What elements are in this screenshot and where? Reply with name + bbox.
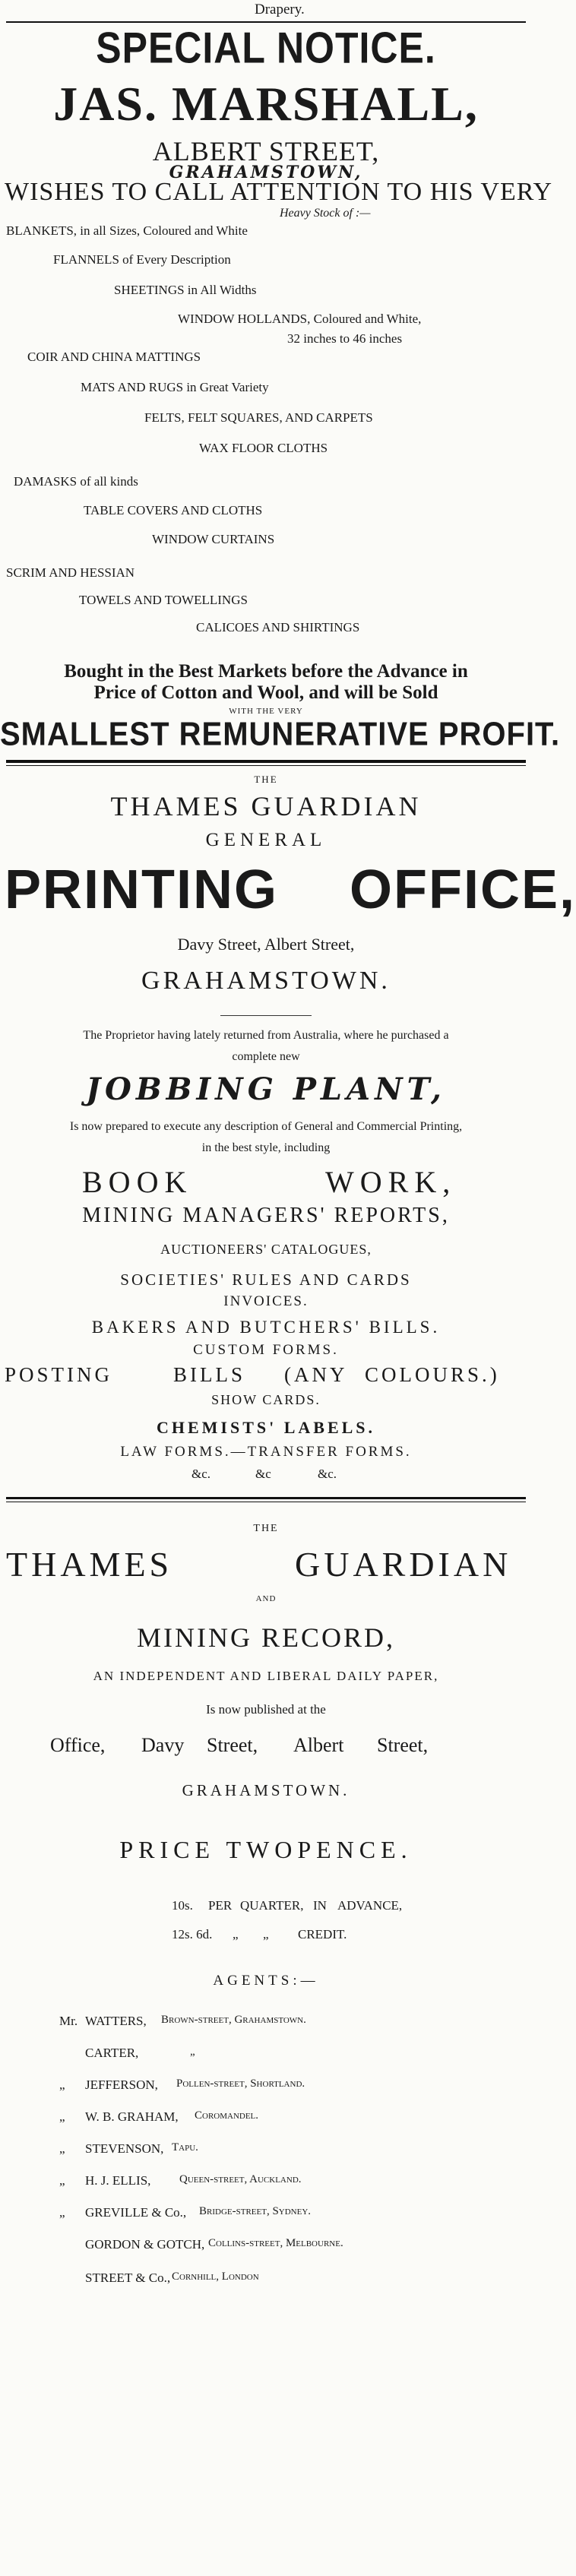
merchant-street: ALBERT STREET, bbox=[152, 136, 380, 166]
paper-name-guardian: GUARDIAN bbox=[295, 1545, 512, 1584]
agent-name-7: GORDON & GOTCH, bbox=[85, 2237, 205, 2252]
published-at: Is now published at the bbox=[206, 1702, 326, 1717]
mining-managers-reports: MINING MANAGERS' REPORTS, bbox=[82, 1204, 450, 1227]
office-word-2: Office, bbox=[50, 1734, 106, 1756]
section-header: Drapery. bbox=[255, 2, 305, 17]
agent-place-1: „ bbox=[190, 2046, 195, 2058]
agent-name-6: GREVILLE & Co., bbox=[85, 2205, 187, 2220]
work-word: WORK, bbox=[325, 1165, 457, 1199]
agent-name-0: WATTERS, bbox=[85, 2014, 147, 2028]
agent-place-8: Cornhill, London bbox=[172, 2271, 259, 2283]
agent-prefix-2: „ bbox=[59, 2078, 65, 2092]
agent-name-3: W. B. GRAHAM, bbox=[85, 2109, 179, 2124]
item-window-curtains: WINDOW CURTAINS bbox=[152, 532, 275, 546]
rate1-amount: 10s. bbox=[172, 1898, 193, 1913]
bought-line-1: Bought in the Best Markets before the Advance in bbox=[64, 661, 468, 682]
item-felts: FELTS, FELT SQUARES, AND CARPETS bbox=[144, 410, 373, 425]
etc-2: &c bbox=[255, 1467, 271, 1481]
posting-word: POSTING bbox=[5, 1363, 113, 1386]
smallest-profit: SMALLEST REMUNERATIVE PROFIT. bbox=[0, 715, 561, 753]
rate2-ditto-1: „ bbox=[233, 1927, 239, 1941]
auctioneers-catalogues: AUCTIONEERS' CATALOGUES, bbox=[160, 1242, 372, 1257]
paper-name-thames: THAMES bbox=[6, 1545, 173, 1584]
section-rule-2a bbox=[6, 1497, 526, 1499]
agent-place-0: Brown-street, Grahamstown. bbox=[161, 2014, 306, 2026]
agent-prefix-4: „ bbox=[59, 2141, 65, 2156]
agent-name-4: STEVENSON, bbox=[85, 2141, 164, 2156]
item-window-hollands: WINDOW HOLLANDS, Coloured and White, bbox=[178, 312, 422, 326]
agent-name-1: CARTER, bbox=[85, 2046, 139, 2060]
show-cards: SHOW CARDS. bbox=[211, 1392, 321, 1407]
ornament-rule bbox=[220, 1015, 312, 1016]
mining-record: MINING RECORD, bbox=[136, 1622, 395, 1653]
chemists-labels: CHEMISTS' LABELS. bbox=[156, 1418, 376, 1437]
printing-address: Davy Street, Albert Street, bbox=[177, 935, 355, 954]
agent-prefix-0: Mr. bbox=[59, 2014, 78, 2028]
section-rule-1b bbox=[6, 765, 526, 766]
independent-paper: AN INDEPENDENT AND LIBERAL DAILY PAPER, bbox=[93, 1669, 439, 1683]
rate2-ditto-2: „ bbox=[263, 1927, 269, 1941]
custom-forms: CUSTOM FORMS. bbox=[193, 1342, 339, 1358]
item-towels: TOWELS AND TOWELLINGS bbox=[79, 593, 248, 607]
merchant-name: JAS. MARSHALL, bbox=[53, 77, 479, 131]
agent-prefix-3: „ bbox=[59, 2109, 65, 2124]
agent-prefix-5: „ bbox=[59, 2173, 65, 2188]
proprietor-line-2: complete new bbox=[232, 1050, 300, 1063]
merchant-town: GRAHAMSTOWN, bbox=[169, 163, 363, 182]
any-word: (ANY bbox=[284, 1363, 348, 1386]
albert-word: Albert bbox=[293, 1734, 344, 1756]
etc-1: &c. bbox=[191, 1467, 211, 1481]
societies-rules: SOCIETIES' RULES AND CARDS bbox=[120, 1271, 412, 1289]
davy-word: Davy bbox=[141, 1734, 185, 1756]
item-table-covers: TABLE COVERS AND CLOTHS bbox=[84, 503, 263, 517]
law-transfer-forms: LAW FORMS.—TRANSFER FORMS. bbox=[120, 1444, 412, 1460]
rate1-quarter: QUARTER, bbox=[240, 1898, 304, 1913]
paper-town: GRAHAMSTOWN. bbox=[182, 1781, 350, 1799]
book-word: BOOK bbox=[82, 1165, 193, 1199]
agent-place-7: Collins-street, Melbourne. bbox=[208, 2237, 343, 2249]
item-blankets: BLANKETS, in all Sizes, Coloured and White bbox=[6, 223, 248, 238]
printing-general: GENERAL bbox=[205, 830, 327, 850]
proprietor-line-1: The Proprietor having lately returned from Australia, where he purchased a bbox=[83, 1029, 449, 1042]
prepared-line-2: in the best style, including bbox=[201, 1141, 331, 1154]
invoices: INVOICES. bbox=[223, 1293, 309, 1309]
agent-place-5: Queen-street, Auckland. bbox=[179, 2173, 302, 2185]
agent-name-5: H. J. ELLIS, bbox=[85, 2173, 151, 2188]
colours-word: COLOURS.) bbox=[365, 1363, 500, 1386]
item-coir-mattings: COIR AND CHINA MATTINGS bbox=[27, 350, 201, 364]
street-word-2: Street, bbox=[377, 1734, 429, 1756]
agent-place-3: Coromandel. bbox=[195, 2109, 259, 2122]
bakers-butchers-bills: BAKERS AND BUTCHERS' BILLS. bbox=[91, 1318, 441, 1337]
item-damasks: DAMASKS of all kinds bbox=[14, 474, 138, 489]
street-word-1: Street, bbox=[207, 1734, 258, 1756]
agent-place-6: Bridge-street, Sydney. bbox=[199, 2205, 312, 2217]
notice-title: SPECIAL NOTICE. bbox=[96, 23, 436, 73]
paper-and: AND bbox=[255, 1594, 277, 1603]
etc-3: &c. bbox=[318, 1467, 337, 1481]
jobbing-plant: JOBBING PLANT, bbox=[86, 1071, 446, 1107]
item-calicoes: CALICOES AND SHIRTINGS bbox=[196, 620, 360, 635]
bills-word: BILLS bbox=[173, 1363, 246, 1386]
wishes-line: WISHES TO CALL ATTENTION TO HIS VERY bbox=[5, 178, 553, 206]
printing-word: PRINTING bbox=[5, 859, 279, 920]
section-rule-1a bbox=[6, 760, 526, 763]
item-window-hollands-sizes: 32 inches to 46 inches bbox=[287, 331, 403, 346]
with-the-very: WITH THE VERY bbox=[229, 707, 303, 716]
rate2-amount: 12s. 6d. bbox=[172, 1927, 213, 1941]
item-scrim-hessian: SCRIM AND HESSIAN bbox=[6, 565, 135, 580]
agent-name-2: JEFFERSON, bbox=[85, 2078, 158, 2092]
item-sheetings: SHEETINGS in All Widths bbox=[114, 283, 257, 297]
agent-place-2: Pollen-street, Shortland. bbox=[176, 2078, 305, 2090]
paper-the: THE bbox=[253, 1523, 279, 1534]
price-twopence: PRICE TWOPENCE. bbox=[119, 1836, 413, 1863]
item-flannels: FLANNELS of Every Description bbox=[53, 252, 231, 267]
printing-paper-name: THAMES GUARDIAN bbox=[110, 791, 422, 821]
printing-town: GRAHAMSTOWN. bbox=[141, 967, 391, 995]
agents-title: AGENTS:— bbox=[213, 1973, 319, 1989]
rate1-in: IN bbox=[313, 1898, 327, 1913]
agent-prefix-6: „ bbox=[59, 2205, 65, 2220]
bought-line-2: Price of Cotton and Wool, and will be Sold bbox=[93, 682, 438, 703]
agent-place-4: Tapu. bbox=[172, 2141, 198, 2154]
prepared-line-1: Is now prepared to execute any description of General and Commercial Printing, bbox=[69, 1120, 463, 1133]
agent-name-8: STREET & Co., bbox=[85, 2271, 171, 2285]
office-word: OFFICE, bbox=[350, 859, 576, 920]
rate1-advance: ADVANCE, bbox=[337, 1898, 403, 1913]
item-wax-floor-cloths: WAX FLOOR CLOTHS bbox=[199, 441, 328, 455]
rate2-credit: CREDIT. bbox=[298, 1927, 347, 1941]
rate1-per: PER bbox=[208, 1898, 233, 1913]
heavy-stock: Heavy Stock of :— bbox=[280, 207, 371, 220]
printing-the: THE bbox=[254, 774, 278, 785]
item-mats-rugs: MATS AND RUGS in Great Variety bbox=[81, 380, 269, 394]
